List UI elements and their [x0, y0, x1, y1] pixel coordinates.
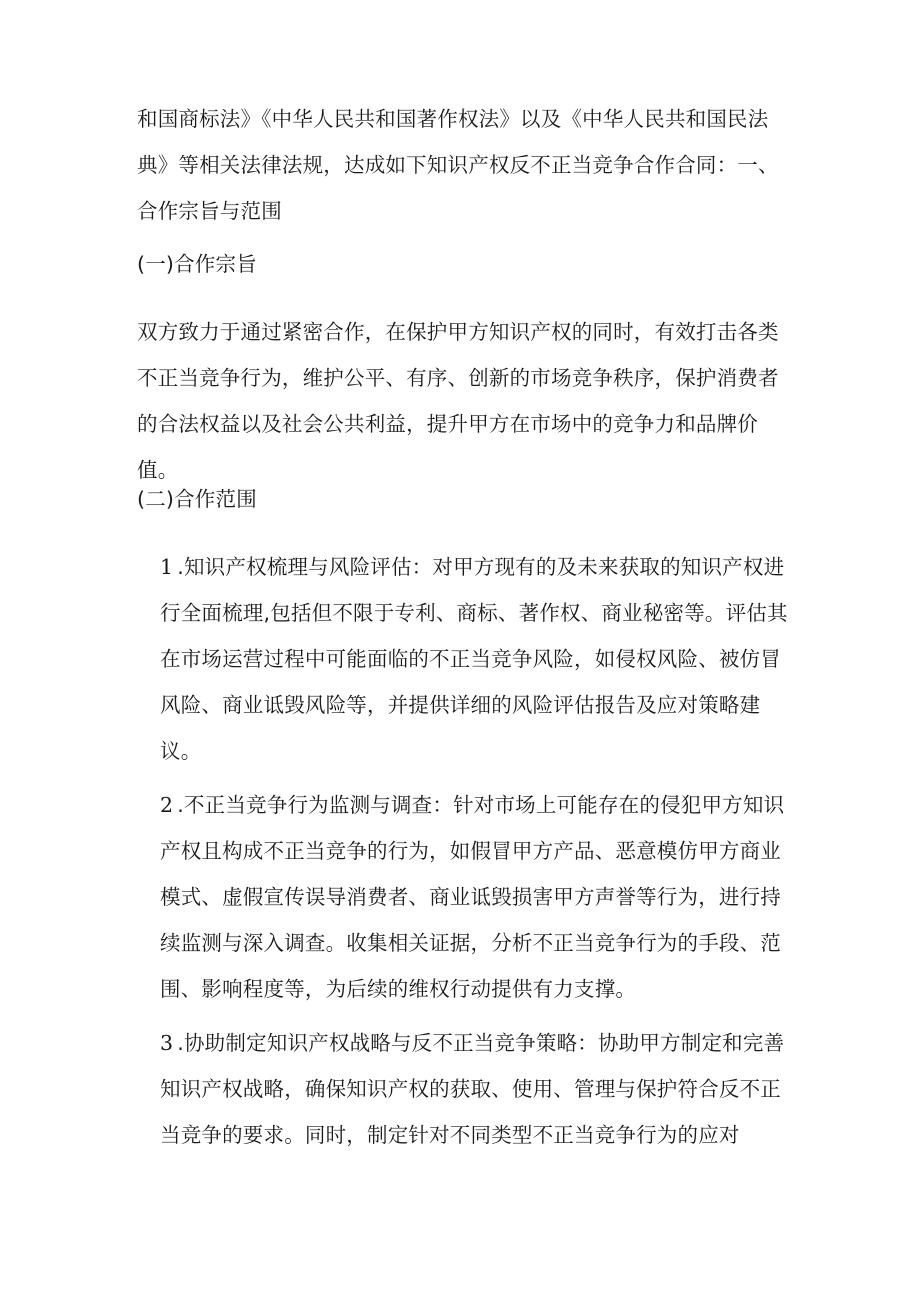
list-item-number: 3 [160, 1031, 174, 1055]
list-item [160, 1020, 790, 1158]
list-item [160, 544, 790, 774]
list-item-text: .协助制定知识产权战略与反不正当竞争策略：协助甲方制定和完善知识产权战略，确保知识产权的获取、使用、管理与保护符合反不正当竞争的要求。同时，制定针对不同类型不正当竞争行为的应对 [160, 1031, 785, 1147]
section-heading-scope: (二)合作范围 [137, 487, 257, 511]
purpose-paragraph: 双方致力于通过紧密合作，在保护甲方知识产权的同时，有效打击各类不正当竞争行为，维护公平、有序、创新的市场竞争秩序，保护消费者的合法权益以及社会公共利益，提升甲方在市场中的竞争力和品牌价值。 [137, 320, 779, 482]
list-item [160, 782, 790, 1012]
list-item-text: .知识产权梳理与风险评估：对甲方现有的及未来获取的知识产权进行全面梳理,包括但不限于专利、商标、著作权、商业秘密等。评估其在市场运营过程中可能面临的不正当竞争风险，如侵权风险、被仿冒风险、商业诋毁风险等，并提供详细的风险评估报告及应对策略建议。 [160, 555, 788, 763]
list-item-number: 2 [160, 793, 174, 817]
list-item-number: 1 [160, 555, 174, 579]
intro-paragraph: 和国商标法》《中华人民共和国著作权法》以及《中华人民共和国民法典》等相关法律法规，达成如下知识产权反不正当竞争合作合同：一、合作宗旨与范围 [137, 107, 779, 223]
section-heading-purpose: (一)合作宗旨 [137, 252, 257, 276]
list-item-text: .不正当竞争行为监测与调查：针对市场上可能存在的侵犯甲方知识产权且构成不正当竞争的行为，如假冒甲方产品、恶意模仿甲方商业模式、虚假宣传误导消费者、商业诋毁损害甲方声誉等行为，进行持续监测与深入调查。收集相关证据，分析不正当竞争行为的手段、范围、影响程度等，为后续的维权行动提供有力支撑。 [160, 793, 785, 1001]
